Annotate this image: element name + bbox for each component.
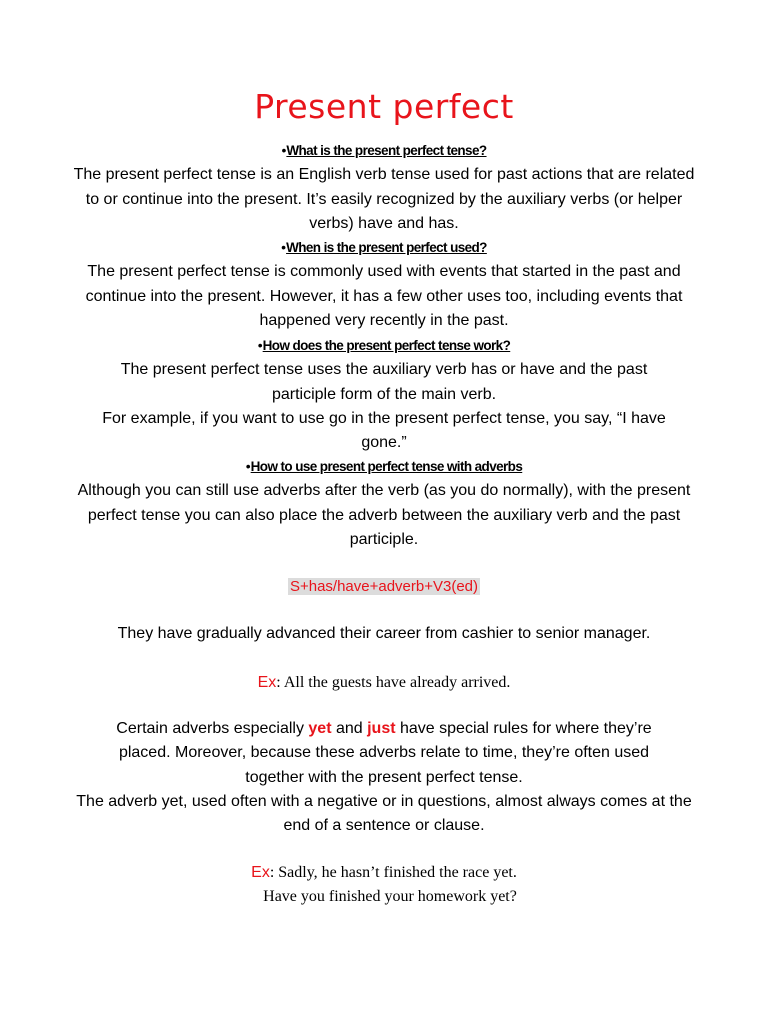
formula-line (0, 577, 768, 597)
section-heading-line (70, 138, 698, 163)
example-sentence: They have gradually advanced their career from cashier to senior manager. (117, 625, 651, 642)
ex-text: All the guests have already arrived. (280, 674, 511, 691)
section-heading-line (70, 235, 698, 260)
text-run: Certain adverbs especially (116, 720, 309, 737)
bullet: • (281, 239, 287, 255)
section-when (70, 235, 698, 333)
section-body: Although you can still use adverbs after the verb (as you do normally), with the present perfect tense you can also place the adverb between the auxiliary verb and the past participle. (77, 482, 691, 548)
section-adverbs (70, 454, 698, 552)
section-body-example: For example, if you want to use go in the present perfect tense, you say, “I have gone.” (102, 409, 666, 452)
example-2 (0, 861, 768, 885)
keyword-just: just (367, 720, 396, 737)
adverbs-paragraph-body (100, 717, 668, 790)
section-heading: How does the present perfect tense work? (262, 338, 511, 353)
section-heading: What is the present perfect tense? (286, 143, 487, 158)
section-body: The present perfect tense is an English verb tense used for past actions that are related to or continue into the present. It’s easily recognized by the auxiliary verbs (or helper verbs) have and has. (73, 166, 695, 232)
formula-highlight: S+has/have+adverb+V3(ed) (289, 578, 479, 595)
adverbs-paragraph (76, 717, 692, 838)
ex-label: Ex (251, 864, 270, 881)
ex-text: Sadly, he hasn’t finished the race yet. (274, 864, 517, 881)
bullet: • (281, 142, 287, 158)
adverbs-paragraph-yet-note: The adverb yet, used often with a negative or in questions, almost always comes at the end of a sentence or clause. (76, 792, 692, 835)
ex-label: Ex (257, 674, 277, 691)
section-heading: How to use present perfect tense with adverbs (250, 459, 523, 474)
text-run: and (331, 720, 368, 737)
section-heading: When is the present perfect used? (286, 240, 487, 255)
section-body: The present perfect tense is commonly used with events that started in the past and continue into the present. However, it has a few other uses too, including events that happened very recently in the past. (85, 263, 683, 329)
text-run: have special rules for where they’re placed. Moreover, because these adverbs relate to time, they’re often used together with the present perfect tense. (118, 720, 652, 786)
example-2-line-2: Have you finished your homework yet? (263, 888, 517, 905)
page-title: Present perfect (254, 87, 514, 126)
bullet: • (257, 337, 263, 353)
bullet: • (245, 458, 251, 474)
section-how (70, 333, 698, 455)
section-heading-line (70, 454, 698, 479)
section-body: The present perfect tense uses the auxiliary verb has or have and the past participle form of the main verb. (120, 361, 648, 403)
section-heading-line (70, 333, 698, 358)
example-1 (0, 671, 768, 695)
keyword-yet: yet (308, 720, 332, 737)
ex-colon: : (269, 864, 275, 881)
ex-colon: : (276, 674, 281, 691)
section-what (70, 138, 698, 236)
